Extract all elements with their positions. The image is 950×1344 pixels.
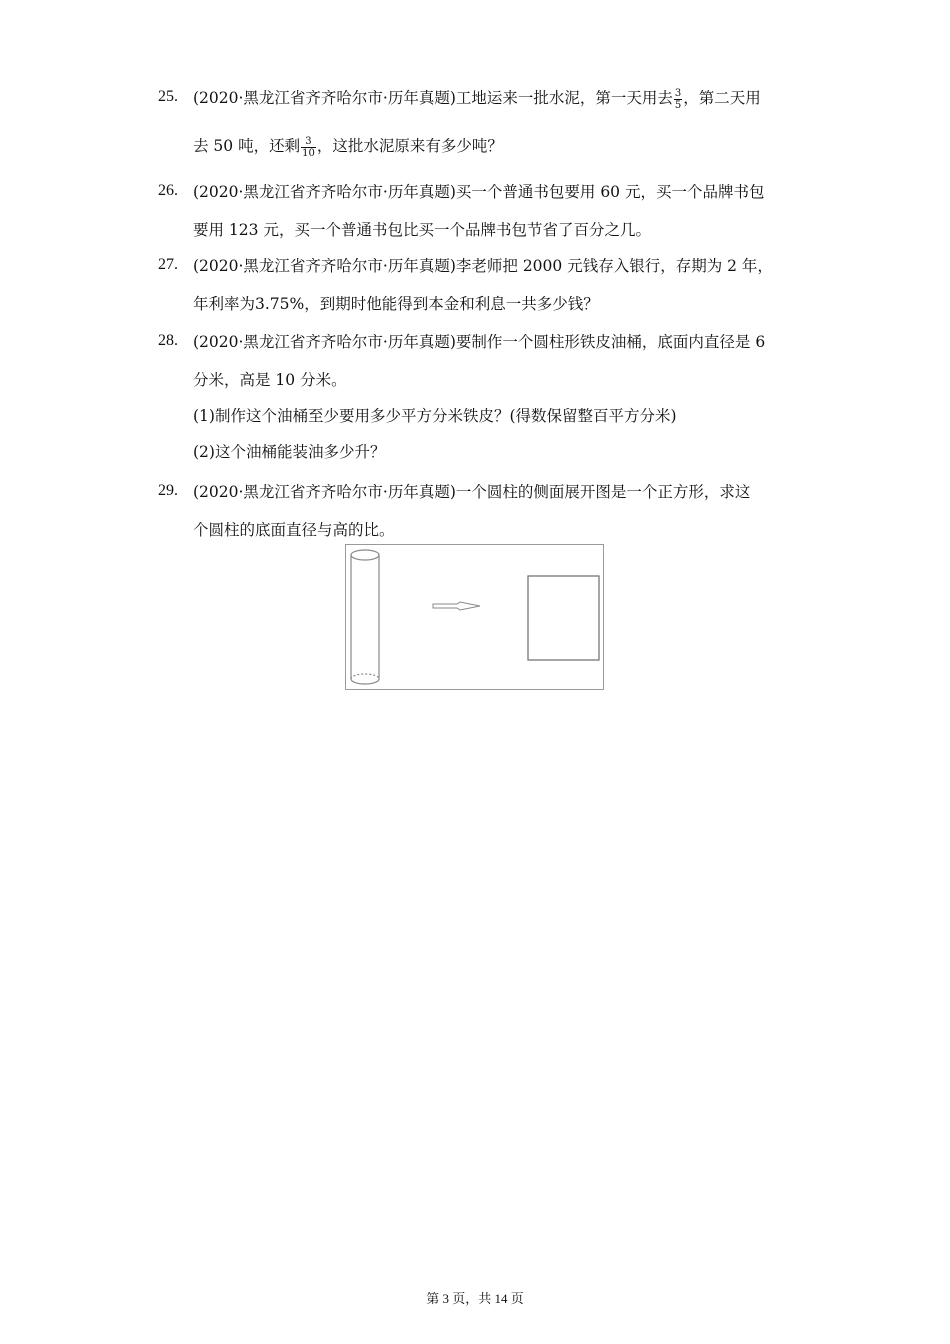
question-text-line2: 分米，高是 10 分米。 xyxy=(193,371,347,389)
question-text-line1: (2020·黑龙江省齐齐哈尔市·历年真题)李老师把 2000 元钱存入银行，存期为 2 年， xyxy=(193,257,773,275)
question-text: ，第二天用 xyxy=(683,89,761,107)
fraction xyxy=(674,88,682,111)
fraction-denominator: 5 xyxy=(674,99,682,111)
question-text: (2020·黑龙江省齐齐哈尔市·历年真题)工地运来一批水泥，第一天用去 xyxy=(193,89,673,107)
sub-question-2: (2)这个油桶能装油多少升？ xyxy=(193,443,386,461)
fraction xyxy=(301,136,316,159)
arrow-right-icon xyxy=(433,602,480,610)
cylinder-icon xyxy=(351,550,379,684)
question-text-line2: 要用 123 元，买一个普通书包比买一个品牌书包节省了百分之几。 xyxy=(193,221,651,239)
question-number: 26. xyxy=(158,182,178,199)
question-text-line2: 年利率为3.75%，到期时他能得到本金和利息一共多少钱？ xyxy=(193,295,599,313)
question-text: 去 50 吨，还剩 xyxy=(193,137,301,155)
question-text-line2 xyxy=(193,134,503,159)
page-footer: 第 3 页，共 14 页 xyxy=(426,1291,524,1306)
question-number: 27. xyxy=(158,256,178,273)
question-text-line1 xyxy=(193,86,761,111)
question-number: 25. xyxy=(158,88,178,105)
fraction-numerator: 3 xyxy=(301,136,316,148)
question-text-line1: (2020·黑龙江省齐齐哈尔市·历年真题)一个圆柱的侧面展开图是一个正方形，求这 xyxy=(193,483,751,501)
fraction-denominator: 10 xyxy=(302,147,315,159)
figure-drawing xyxy=(346,545,603,689)
question-text-line1: (2020·黑龙江省齐齐哈尔市·历年真题)要制作一个圆柱形铁皮油桶，底面内直径是 6 xyxy=(193,333,766,351)
question-text-line2: 个圆柱的底面直径与高的比。 xyxy=(193,521,395,539)
question-text-line1: (2020·黑龙江省齐齐哈尔市·历年真题)买一个普通书包要用 60 元，买一个品牌书包 xyxy=(193,183,765,201)
cylinder-unfold-figure xyxy=(345,544,604,690)
square-icon xyxy=(528,576,599,660)
question-number: 29. xyxy=(158,482,178,499)
question-number: 28. xyxy=(158,332,178,349)
sub-question-1: (1)制作这个油桶至少要用多少平方分米铁皮？(得数保留整百平方分米) xyxy=(193,407,677,425)
question-text: ，这批水泥原来有多少吨？ xyxy=(316,137,503,155)
fraction-numerator: 3 xyxy=(674,87,682,99)
